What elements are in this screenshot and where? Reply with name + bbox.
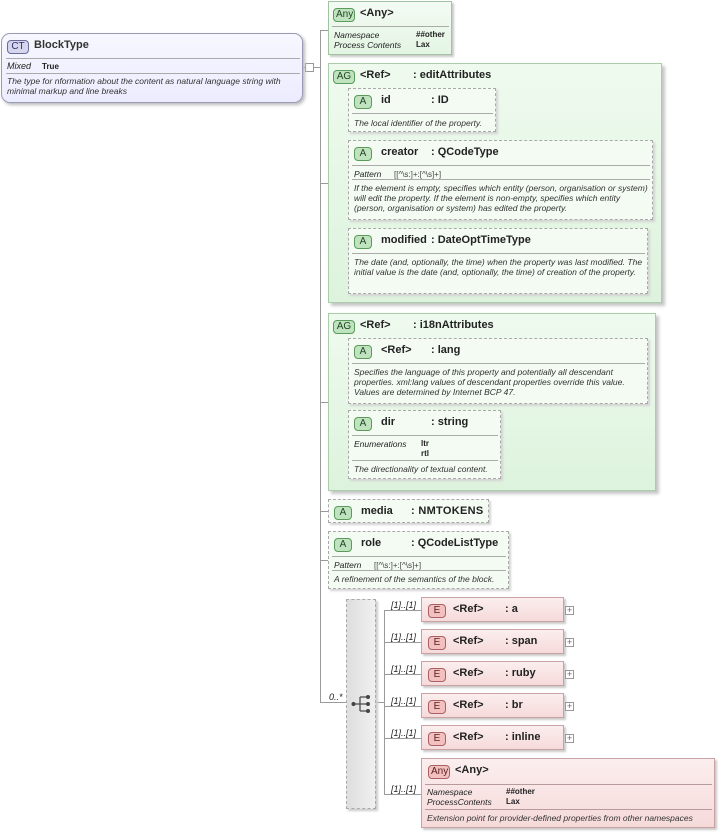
namespace-label: Namespace bbox=[334, 30, 380, 40]
attribute-badge: A bbox=[354, 235, 372, 249]
attribute-group-ref: <Ref> bbox=[360, 69, 391, 81]
choice-compositor[interactable] bbox=[346, 599, 376, 809]
element-badge: E bbox=[428, 700, 446, 714]
attribute-group-name: : editAttributes bbox=[413, 69, 492, 81]
element-name: : a bbox=[505, 603, 518, 615]
attribute-group-badge: AG bbox=[333, 70, 355, 84]
element-inline[interactable] bbox=[421, 725, 564, 750]
element-ruby[interactable] bbox=[421, 661, 564, 686]
attribute-badge: A bbox=[354, 95, 372, 109]
attribute-creator-type: : QCodeType bbox=[431, 146, 499, 158]
attribute-badge: A bbox=[334, 538, 352, 552]
element-br[interactable] bbox=[421, 693, 564, 718]
attribute-dir-name: dir bbox=[381, 416, 396, 428]
expand-element-a[interactable]: + bbox=[566, 605, 573, 615]
element-ref: <Ref> bbox=[453, 603, 484, 615]
element-badge: E bbox=[428, 604, 446, 618]
process-contents-value: Lax bbox=[416, 40, 430, 49]
mixed-value: True bbox=[42, 62, 59, 71]
pattern-label: Pattern bbox=[334, 560, 362, 570]
namespace-value: ##other bbox=[416, 30, 445, 39]
attribute-dir-type: : string bbox=[431, 416, 469, 428]
attribute-badge: A bbox=[334, 506, 352, 520]
attribute-badge: A bbox=[354, 417, 372, 431]
attribute-role-doc: A refinement of the semantics of the block. bbox=[334, 574, 495, 584]
attribute-id-name: id bbox=[381, 94, 391, 106]
attribute-id[interactable] bbox=[348, 88, 496, 132]
pattern-value: [[^\s:]+:[^\s]+] bbox=[394, 170, 442, 179]
any-badge: Any bbox=[333, 8, 355, 22]
element-inline-multiplicity: [1]..[1] bbox=[391, 728, 417, 738]
element-ref: <Ref> bbox=[453, 667, 484, 679]
enumeration-value-ltr: ltr bbox=[421, 439, 429, 448]
enumeration-value-rtl: rtl bbox=[421, 449, 429, 458]
element-span[interactable] bbox=[421, 629, 564, 654]
attribute-lang-type: : lang bbox=[431, 344, 461, 356]
element-ref: <Ref> bbox=[453, 731, 484, 743]
element-ref: <Ref> bbox=[453, 699, 484, 711]
element-badge: E bbox=[428, 668, 446, 682]
attribute-creator[interactable] bbox=[348, 140, 653, 220]
element-badge: E bbox=[428, 636, 446, 650]
any-name: <Any> bbox=[360, 7, 394, 19]
mixed-label: Mixed bbox=[7, 61, 32, 71]
expand-element-inline[interactable]: + bbox=[566, 733, 573, 743]
element-badge: E bbox=[428, 732, 446, 746]
complex-type-badge: CT bbox=[7, 40, 29, 54]
attribute-modified[interactable] bbox=[348, 228, 648, 294]
attribute-role-type: : QCodeListType bbox=[411, 537, 499, 549]
any-wildcard-top[interactable] bbox=[328, 1, 452, 55]
choice-icon bbox=[351, 694, 373, 714]
pattern-label: Pattern bbox=[354, 169, 382, 179]
expand-element-span[interactable]: + bbox=[566, 637, 573, 647]
attribute-role[interactable] bbox=[328, 531, 509, 589]
any-bottom-multiplicity: [1]..[1] bbox=[391, 784, 417, 794]
any-badge: Any bbox=[428, 765, 450, 779]
attribute-group-name: : i18nAttributes bbox=[413, 319, 494, 331]
element-ruby-multiplicity: [1]..[1] bbox=[391, 664, 417, 674]
process-contents-label: Process Contents bbox=[334, 40, 402, 50]
process-contents-value: Lax bbox=[506, 797, 520, 806]
any-name: <Any> bbox=[455, 764, 489, 776]
complex-type-blocktype[interactable] bbox=[1, 33, 303, 103]
attribute-dir-doc: The directionality of textual content. bbox=[354, 464, 488, 474]
expand-element-br[interactable]: + bbox=[566, 701, 573, 711]
attribute-badge: A bbox=[354, 345, 372, 359]
attribute-creator-doc: If the element is empty, specifies which entity (person, organisation or system) will edit the property. If the element is non-empty, specifies which entity (person, organisation or system) has edited the property. bbox=[354, 183, 648, 213]
element-a-multiplicity: [1]..[1] bbox=[391, 600, 417, 610]
enumerations-label: Enumerations bbox=[354, 439, 407, 449]
any-doc: Extension point for provider-defined properties from other namespaces bbox=[427, 813, 693, 823]
attribute-id-doc: The local identifier of the property. bbox=[354, 118, 482, 128]
pattern-value: [[^\s:]+:[^\s]+] bbox=[374, 561, 422, 570]
element-a[interactable] bbox=[421, 597, 564, 622]
element-name: : inline bbox=[505, 731, 541, 743]
choice-multiplicity: 0..* bbox=[329, 692, 343, 702]
element-name: : ruby bbox=[505, 667, 536, 679]
attribute-group-ref: <Ref> bbox=[360, 319, 391, 331]
attribute-media-type: : NMTOKENS bbox=[411, 505, 484, 517]
complex-type-doc: The type for nformation about the content as natural language string with minimal markup and line breaks bbox=[7, 76, 281, 96]
element-name: : br bbox=[505, 699, 523, 711]
process-contents-label: ProcessContents bbox=[427, 797, 492, 807]
element-name: : span bbox=[505, 635, 538, 647]
attribute-modified-name: modified bbox=[381, 234, 427, 246]
attribute-badge: A bbox=[354, 147, 372, 161]
attribute-lang[interactable] bbox=[348, 338, 648, 404]
complex-type-name: BlockType bbox=[34, 39, 89, 51]
attribute-lang-ref: <Ref> bbox=[381, 344, 412, 356]
element-span-multiplicity: [1]..[1] bbox=[391, 632, 417, 642]
attribute-lang-doc: Specifies the language of this property and potentially all descendant properties. xml:lang values of descendant properties override this value. Values are determined by Internet BCP 47. bbox=[354, 367, 625, 397]
namespace-label: Namespace bbox=[427, 787, 473, 797]
attribute-role-name: role bbox=[361, 537, 382, 549]
expand-element-ruby[interactable]: + bbox=[566, 669, 573, 679]
attribute-group-badge: AG bbox=[333, 320, 355, 334]
attribute-media[interactable] bbox=[328, 499, 489, 523]
namespace-value: ##other bbox=[506, 787, 535, 796]
attribute-dir[interactable] bbox=[348, 410, 501, 479]
element-ref: <Ref> bbox=[453, 635, 484, 647]
attribute-media-name: media bbox=[361, 505, 393, 517]
attribute-modified-type: : DateOptTimeType bbox=[431, 234, 531, 246]
attribute-id-type: : ID bbox=[431, 94, 449, 106]
attribute-creator-name: creator bbox=[381, 146, 419, 158]
attribute-modified-doc: The date (and, optionally, the time) when the property was last modified. The initial value is the date (and, optionally, the time) of creation of the property. bbox=[354, 257, 643, 277]
any-wildcard-bottom[interactable] bbox=[421, 758, 715, 828]
element-br-multiplicity: [1]..[1] bbox=[391, 696, 417, 706]
